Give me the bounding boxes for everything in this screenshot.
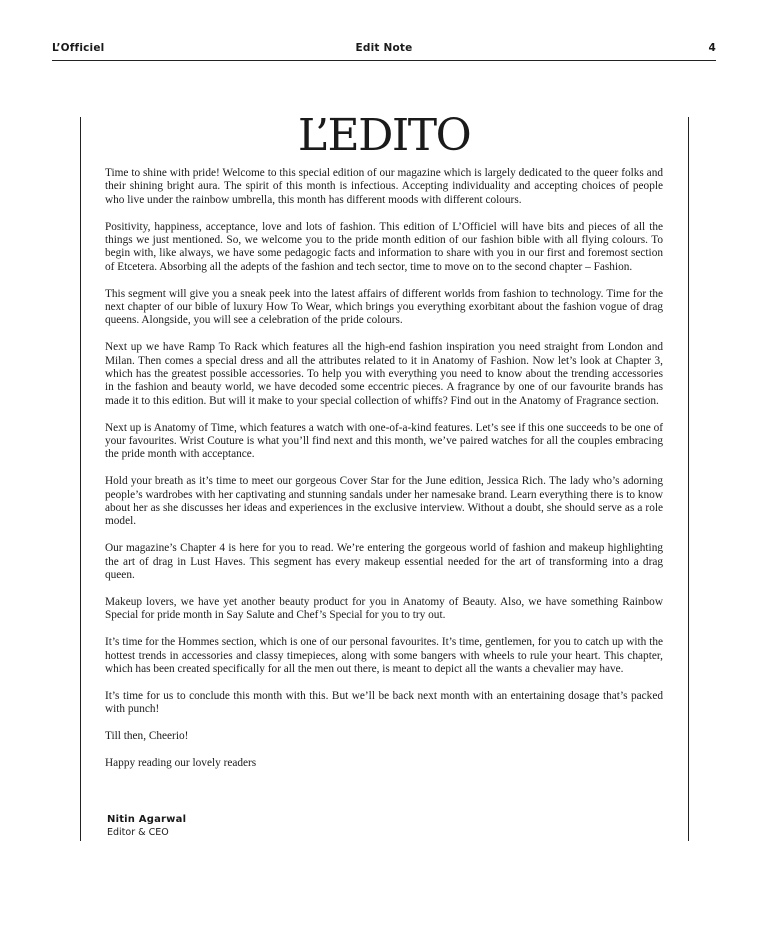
page-header xyxy=(52,40,716,60)
section-name: Edit Note xyxy=(355,42,413,54)
paragraph: Makeup lovers, we have yet another beauty product for you in Anatomy of Beauty. Also, we have something Rainbow Special for pride month in Say Salute and Chef’s Special for you to try out. xyxy=(105,595,663,622)
signature-role: Editor & CEO xyxy=(107,827,169,838)
paragraph: This segment will give you a sneak peek into the latest affairs of different worlds from fashion to technology. Time for the next chapter of our bible of luxury How To Wear, which brings you everything exorbitant about the fashion vogue of drag queens. Alongside, you will see a celebration of the pride colours. xyxy=(105,287,663,327)
paragraph: Happy reading our lovely readers xyxy=(105,756,257,769)
paragraph: Positivity, happiness, acceptance, love and lots of fashion. This edition of L’Officiel will have bits and pieces of all the things we just mentioned. So, we welcome you to the pride month edition of our fashion bible with all flying colours. To begin with, like always, we have some pedagogic facts and information to share with you in our first and foremost section of Etcetera. Absorbing all the adepts of the fashion and tech sector, time to move on to the second chapter – Fashion. xyxy=(105,220,663,273)
paragraph: Till then, Cheerio! xyxy=(105,729,189,742)
signature-name: Nitin Agarwal xyxy=(107,814,187,825)
paragraph: Our magazine’s Chapter 4 is here for you to read. We’re entering the gorgeous world of fashion and makeup highlighting the art of drag in Lust Haves. This segment has every makeup essential needed for the art of transforming into a drag queen. xyxy=(105,542,663,582)
paragraph: It’s time for us to conclude this month with this. But we’ll be back next month with an entertaining dosage that’s packed with punch! xyxy=(105,689,663,716)
page-title: L’EDITO xyxy=(297,110,471,161)
paragraph: It’s time for the Hommes section, which is one of our personal favourites. It’s time, gentlemen, for you to catch up with the hottest trends in accessories and classy timepieces, along with some bangers with wheels to rule your heart. This chapter, which has been created specifically for all the men out there, is meant to depict all the wants a chevalier may have. xyxy=(105,636,663,675)
paragraph: Next up is Anatomy of Time, which features a watch with one-of-a-kind features. Let’s see if this one succeeds to be one of your favourites. Wrist Couture is what you’ll find next and this month, we’ve paired watches for all the couples embracing the pride month with acceptance. xyxy=(105,421,663,461)
paragraph: Time to shine with pride! Welcome to this special edition of our magazine which is largely dedicated to the queer folks and their shining bright aura. The spirit of this month is infectious. Accepting individuality and accepting choices of people who live under the rainbow umbrella, this month has different moods with different colours. xyxy=(105,167,663,206)
paragraph: Next up we have Ramp To Rack which features all the high-end fashion inspiration you need straight from London and Milan. Then comes a special dress and all the attributes related to it in Anatomy of Fashion. Now let’s look at Chapter 3, which has the greatest possible accessories. To help you with everything you need to know about the trending accessories in the fashion and beauty world, we have decoded some eccentric pieces. A fragrance by one of our favourite brands has made it to this edition. But will it make to your special collection of whiffs? Find out in the Anatomy of Fragrance section. xyxy=(105,341,663,407)
magazine-name: L’Officiel xyxy=(52,42,105,54)
page-number: 4 xyxy=(708,42,716,54)
right-border-line xyxy=(688,117,689,841)
left-border-line xyxy=(80,117,81,841)
header-divider xyxy=(52,60,716,61)
editorial-body xyxy=(105,167,663,784)
paragraph: Hold your breath as it’s time to meet our gorgeous Cover Star for the June edition, Jessica Rich. The lady who’s adorning people’s wardrobes with her captivating and stunning sandals under her namesake brand. Learn everything there is to know about her as she discusses her ideas and experiences in the exclusive interview. Without a doubt, she should serve as a role model. xyxy=(105,475,663,528)
